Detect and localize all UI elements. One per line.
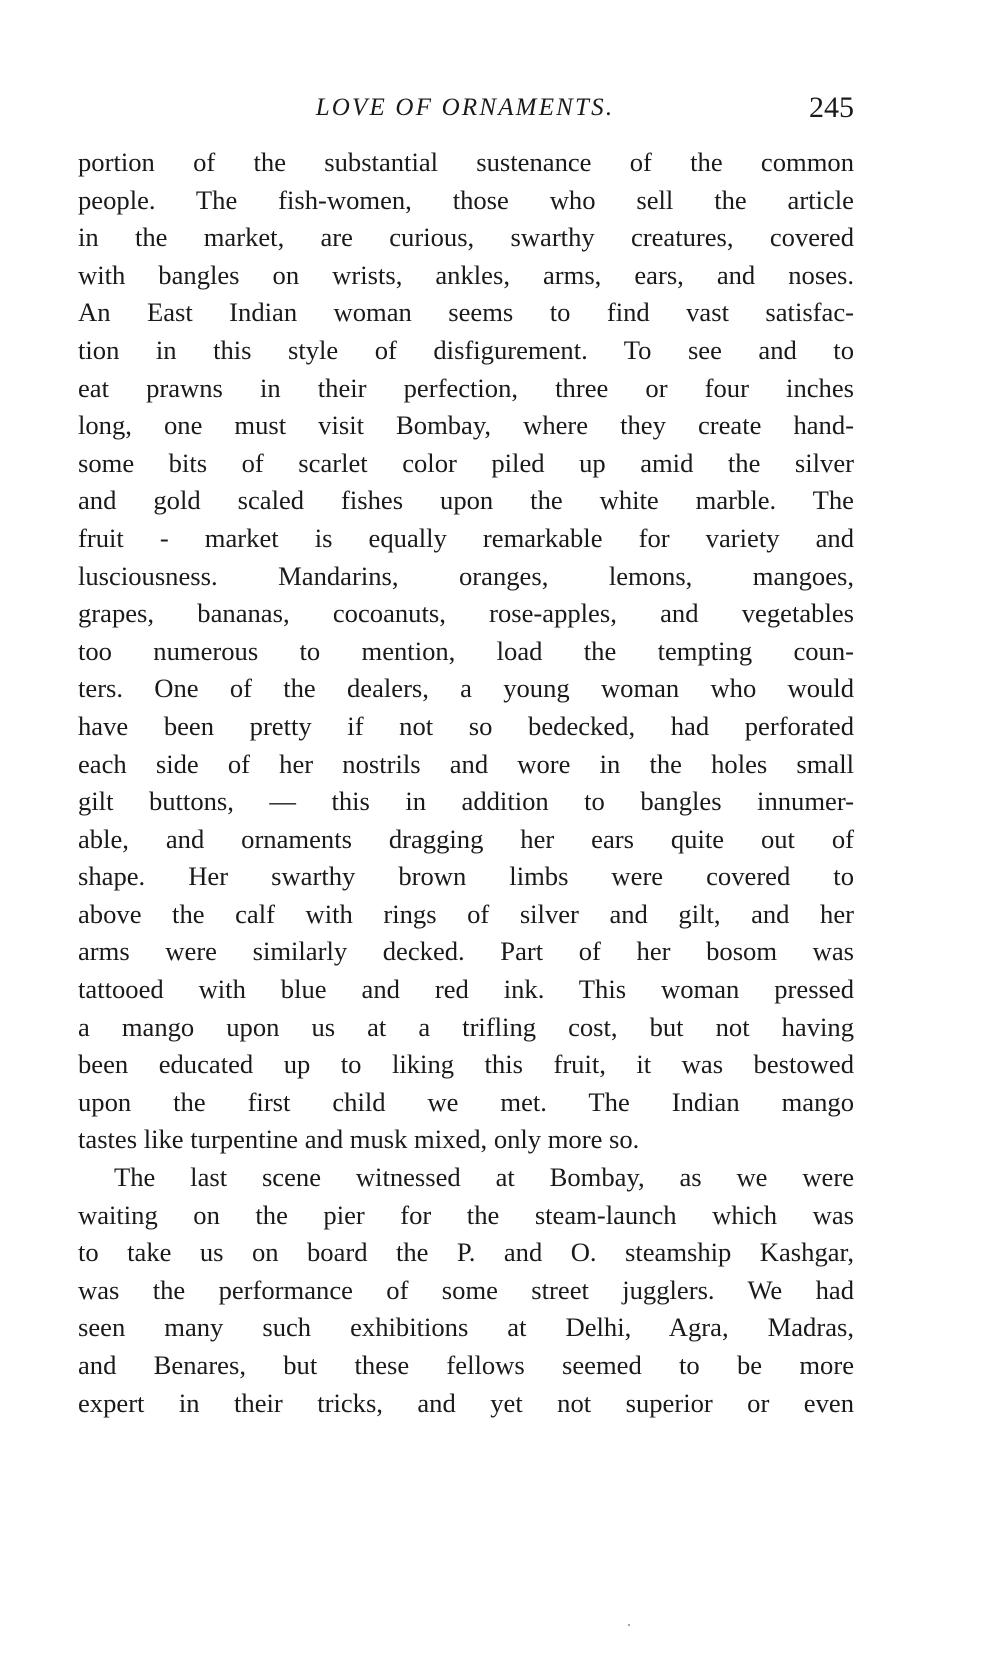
text-line: eat prawns in their perfection, three or four inches <box>78 372 854 403</box>
page-number: 245 <box>809 91 854 124</box>
text-line: upon the first child we met. The Indian mango <box>78 1086 854 1117</box>
paragraph-2 <box>78 1159 854 1422</box>
text-line: and gold scaled fishes upon the white marble. The <box>78 485 854 516</box>
running-title: LOVE OF ORNAMENTS. <box>315 94 615 121</box>
text-line: long, one must visit Bombay, where they create hand- <box>78 410 854 441</box>
text-line: to take us on board the P. and O. steamship Kashgar, <box>78 1237 854 1268</box>
text-line: and Benares, but these fellows seemed to be more <box>78 1350 854 1380</box>
text-line: a mango upon us at a trifling cost, but not having <box>78 1011 854 1042</box>
text-line: people. The fish-women, those who sell the article <box>78 184 854 215</box>
text-line: shape. Her swarthy brown limbs were covered to <box>78 861 854 892</box>
text-line: waiting on the pier for the steam-launch which was <box>78 1199 854 1230</box>
text-line: have been pretty if not so bedecked, had perforated <box>78 710 854 741</box>
text-line: The last scene witnessed at Bombay, as we were <box>114 1162 854 1193</box>
text-line: An East Indian woman seems to find vast satisfac- <box>78 297 854 328</box>
text-line: portion of the substantial sustenance of the common <box>78 147 854 177</box>
text-line: able, and ornaments dragging her ears quite out of <box>78 823 854 854</box>
text-line: ters. One of the dealers, a young woman who would <box>78 673 854 704</box>
text-line: seen many such exhibitions at Delhi, Agra, Madras, <box>78 1312 854 1343</box>
text-line: with bangles on wrists, ankles, arms, ears, and noses. <box>78 259 854 290</box>
text-line: expert in their tricks, and yet not superior or even <box>78 1387 854 1418</box>
text-line: in the market, are curious, swarthy creatures, covered <box>78 222 854 253</box>
text-line: lusciousness. Mandarins, oranges, lemons, mangoes, <box>78 560 854 591</box>
paragraph-1 <box>78 144 854 1159</box>
text-line: was the performance of some street jugglers. We had <box>78 1274 854 1305</box>
text-line: tattooed with blue and red ink. This woman pressed <box>78 974 854 1005</box>
text-line: been educated up to liking this fruit, it was bestowed <box>78 1049 854 1080</box>
text-line: above the calf with rings of silver and gilt, and her <box>78 898 854 929</box>
text-line: fruit - market is equally remarkable for variety and <box>78 522 854 553</box>
running-head <box>80 86 854 130</box>
print-speck <box>628 1624 630 1626</box>
text-line: arms were similarly decked. Part of her bosom was <box>78 936 854 967</box>
text-line: grapes, bananas, cocoanuts, rose-apples, and vegetables <box>78 598 854 629</box>
text-line: too numerous to mention, load the tempting coun- <box>78 635 854 666</box>
text-line: each side of her nostrils and wore in the holes small <box>78 748 854 779</box>
body-text <box>78 144 854 1422</box>
text-line: some bits of scarlet color piled up amid the silver <box>78 447 854 478</box>
text-line: tastes like turpentine and musk mixed, only more so. <box>78 1124 640 1155</box>
text-line: gilt buttons, — this in addition to bangles innumer- <box>78 786 854 817</box>
text-line: tion in this style of disfigurement. To see and to <box>78 334 854 365</box>
